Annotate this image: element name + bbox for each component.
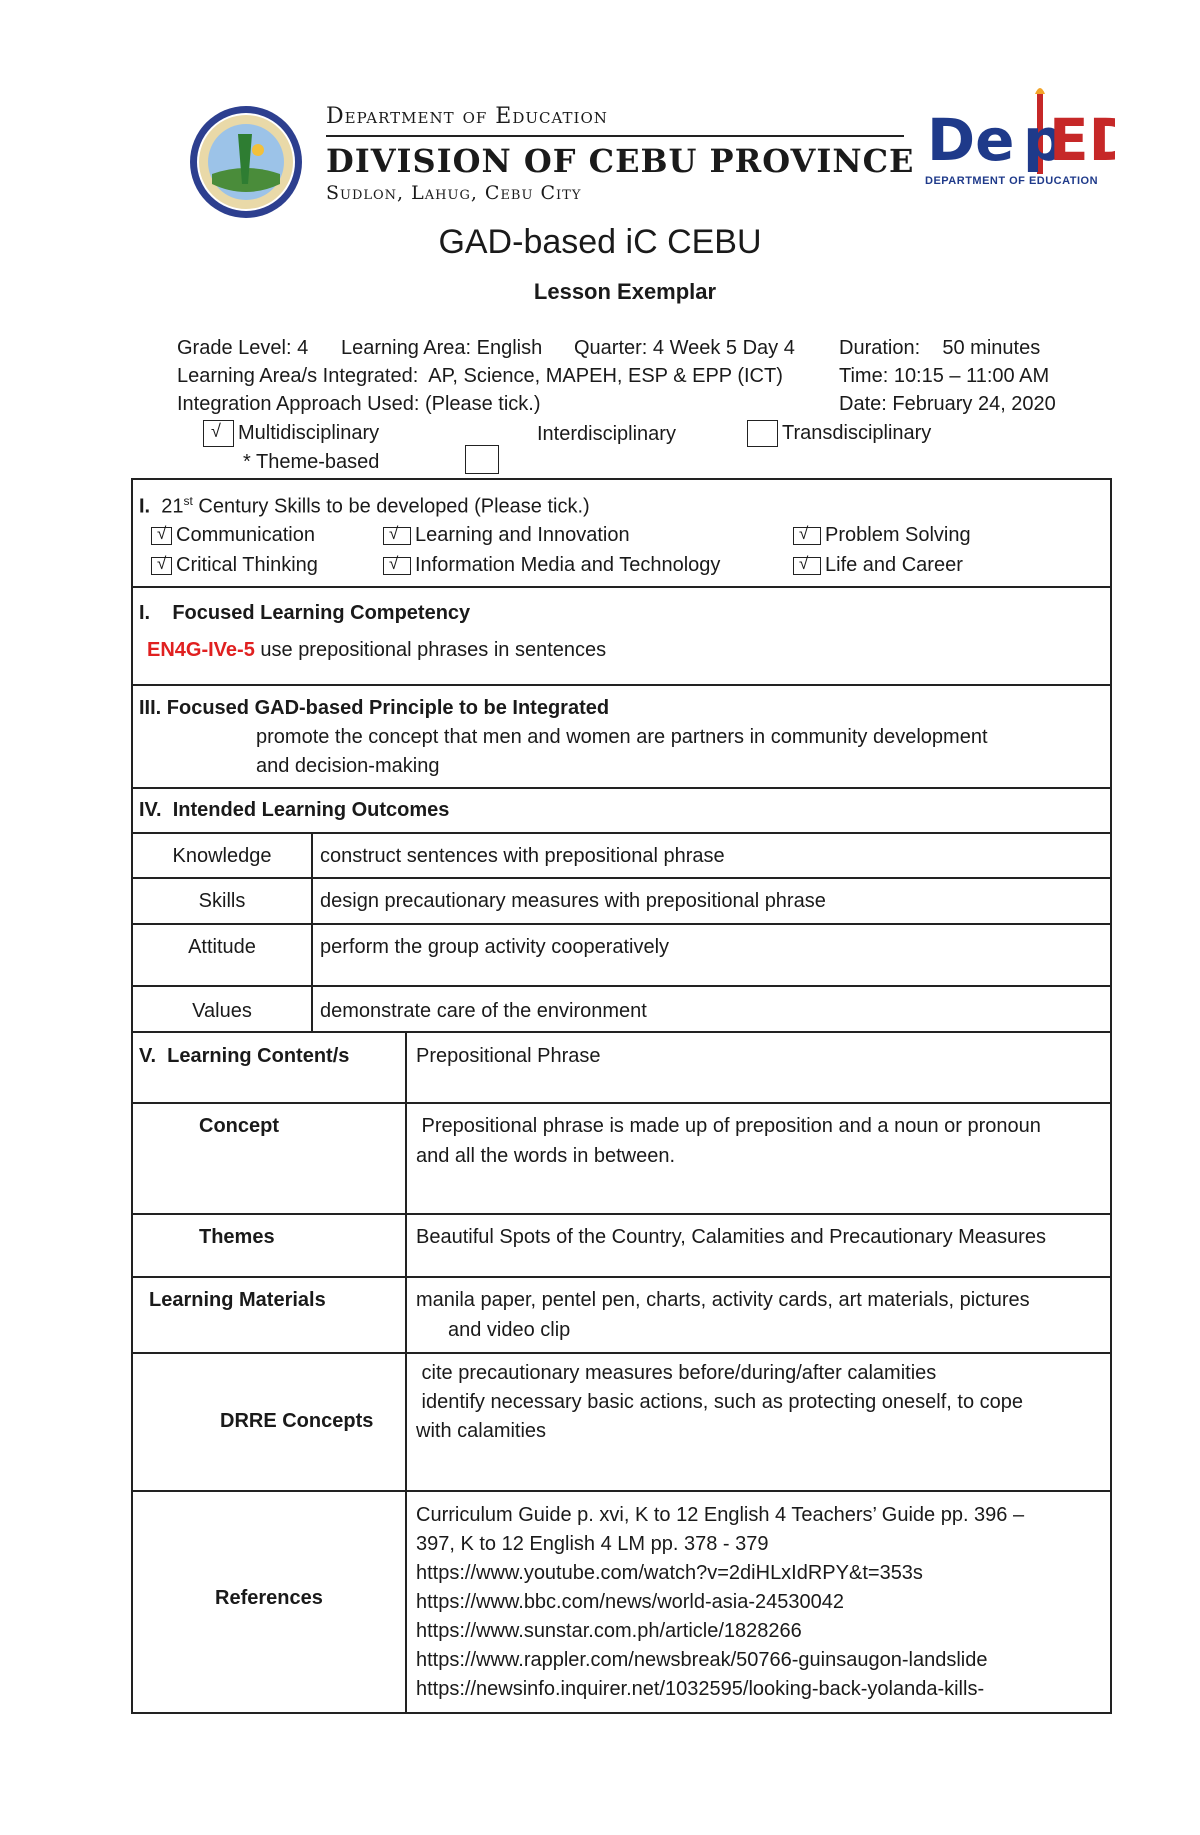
drre-label: DRRE Concepts — [220, 1410, 374, 1432]
outcome-row — [131, 834, 1112, 879]
outcome-row — [131, 879, 1112, 925]
outcome-value: demonstrate care of the environment — [320, 1000, 647, 1022]
grade-level: Grade Level: 4 — [177, 337, 309, 359]
content-value: Prepositional Phrase — [416, 1045, 601, 1067]
svg-text:p: p — [1023, 106, 1065, 174]
reference-link[interactable]: https://newsinfo.inquirer.net/1032595/looking-back-yolanda-kills- — [416, 1678, 985, 1700]
learning-area: Learning Area: English — [341, 337, 543, 359]
themes-row — [131, 1215, 1112, 1278]
page-title: GAD-based iC CEBU — [438, 223, 762, 261]
concept-line-2: and all the words in between. — [416, 1145, 676, 1167]
date: Date: February 24, 2020 — [839, 393, 1056, 415]
materials-line-2: and video clip — [448, 1319, 571, 1341]
division-name: DIVISION OF CEBU PROVINCE — [326, 142, 915, 180]
time: Time: 10:15 – 11:00 AM — [839, 365, 1050, 387]
concept-row — [131, 1104, 1112, 1215]
skill-info-media-tech[interactable]: √ Information Media and Technology — [383, 554, 720, 577]
header-rule — [326, 135, 904, 137]
references-label: References — [215, 1587, 323, 1609]
competency-section — [131, 588, 1112, 686]
materials-line-1: manila paper, pentel pen, charts, activity cards, art materials, pictures — [416, 1289, 1030, 1311]
checkbox-icon[interactable] — [793, 527, 821, 545]
outcome-label: Skills — [198, 890, 246, 912]
division-seal — [188, 104, 304, 220]
approach-multidisciplinary[interactable]: √Multidisciplinary — [203, 420, 379, 447]
deped-subtitle: DEPARTMENT OF EDUCATION — [925, 175, 1099, 187]
svg-text:De: De — [927, 106, 1015, 174]
competency-heading: I. Focused Learning Competency — [139, 602, 471, 624]
concept-line-1: Prepositional phrase is made up of preposition and a noun or pronoun — [416, 1115, 1041, 1137]
outcome-row — [131, 987, 1112, 1033]
references-row — [131, 1492, 1112, 1714]
drre-line-2: identify necessary basic actions, such as protecting oneself, to cope — [416, 1391, 1024, 1413]
division-address: Sudlon, Lahug, Cebu City — [326, 182, 582, 204]
reference-link[interactable]: https://www.bbc.com/news/world-asia-24530042 — [416, 1591, 844, 1613]
checkbox-icon[interactable] — [747, 420, 778, 447]
reference-link[interactable]: https://www.sunstar.com.ph/article/1828266 — [416, 1620, 802, 1642]
content-row — [131, 1033, 1112, 1104]
outcomes-heading-row — [131, 789, 1112, 834]
outcome-value: design precautionary measures with prepositional phrase — [320, 890, 826, 912]
skill-critical-thinking[interactable]: √Critical Thinking — [151, 554, 318, 577]
outcome-row — [131, 925, 1112, 987]
principle-section — [131, 686, 1112, 789]
drre-row — [131, 1354, 1112, 1492]
skill-communication[interactable]: √Communication — [151, 524, 315, 547]
content-heading: V. Learning Content/s — [139, 1045, 350, 1067]
principle-heading: III. Focused GAD-based Principle to be Integrated — [139, 697, 610, 719]
checkbox-icon[interactable] — [151, 527, 172, 545]
outcome-value: perform the group activity cooperatively — [320, 936, 670, 958]
areas-integrated: Learning Area/s Integrated: AP, Science, MAPEH, ESP & EPP (ICT) — [177, 365, 783, 387]
principle-line-2: and decision-making — [256, 755, 440, 777]
drre-line-3: with calamities — [416, 1420, 547, 1442]
checkbox-icon[interactable] — [793, 557, 821, 575]
approach-interdisciplinary: Interdisciplinary — [537, 423, 676, 445]
approach-transdisciplinary[interactable]: Transdisciplinary — [747, 420, 931, 447]
outcome-label: Knowledge — [172, 845, 272, 867]
checkbox-icon[interactable] — [151, 557, 172, 575]
checkbox-icon[interactable] — [203, 420, 234, 447]
skill-life-career[interactable]: √ Life and Career — [793, 554, 963, 577]
department-name: Department of Education — [326, 104, 608, 129]
duration: Duration: 50 minutes — [839, 337, 1041, 359]
quarter: Quarter: 4 Week 5 Day 4 — [574, 337, 795, 359]
outcome-value: construct sentences with prepositional phrase — [320, 845, 725, 867]
reference-link[interactable]: https://www.youtube.com/watch?v=2diHLxIdRPY&t=353s — [416, 1562, 923, 1584]
outcome-label: Values — [192, 1000, 252, 1022]
checkbox-icon[interactable] — [383, 527, 411, 545]
checkbox-icon[interactable] — [383, 557, 411, 575]
page-subtitle: Lesson Exemplar — [533, 279, 717, 304]
competency-code: EN4G-IVe-5 — [147, 639, 255, 661]
materials-label: Learning Materials — [149, 1289, 326, 1311]
reference-line: 397, K to 12 English 4 LM pp. 378 - 379 — [416, 1533, 769, 1555]
reference-line: Curriculum Guide p. xvi, K to 12 English 4 Teachers’ Guide pp. 396 – — [416, 1504, 1025, 1526]
theme-based-checkbox[interactable] — [465, 445, 499, 474]
reference-link[interactable]: https://www.rappler.com/newsbreak/50766-guinsaugon-landslide — [416, 1649, 988, 1671]
drre-line-1: cite precautionary measures before/during/after calamities — [416, 1362, 937, 1384]
outcome-label: Attitude — [188, 936, 256, 958]
approach-theme-based: * Theme-based — [243, 451, 380, 473]
skill-learning-innovation[interactable]: √ Learning and Innovation — [383, 524, 630, 547]
skills-heading: I. 21st Century Skills to be developed (Please tick.) — [139, 494, 590, 518]
competency-text: EN4G-IVe-5 use prepositional phrases in sentences — [147, 639, 607, 661]
principle-line-1: promote the concept that men and women are partners in community development — [256, 726, 988, 748]
skill-problem-solving[interactable]: √ Problem Solving — [793, 524, 971, 547]
concept-label: Concept — [199, 1115, 279, 1137]
skills-section — [131, 478, 1112, 588]
themes-value: Beautiful Spots of the Country, Calamities and Precautionary Measures — [416, 1226, 1046, 1248]
svg-text:ED: ED — [1049, 106, 1115, 174]
integration-approach: Integration Approach Used: (Please tick.) — [177, 393, 541, 415]
materials-row — [131, 1278, 1112, 1354]
themes-label: Themes — [199, 1226, 275, 1248]
outcomes-heading: IV. Intended Learning Outcomes — [139, 799, 450, 821]
